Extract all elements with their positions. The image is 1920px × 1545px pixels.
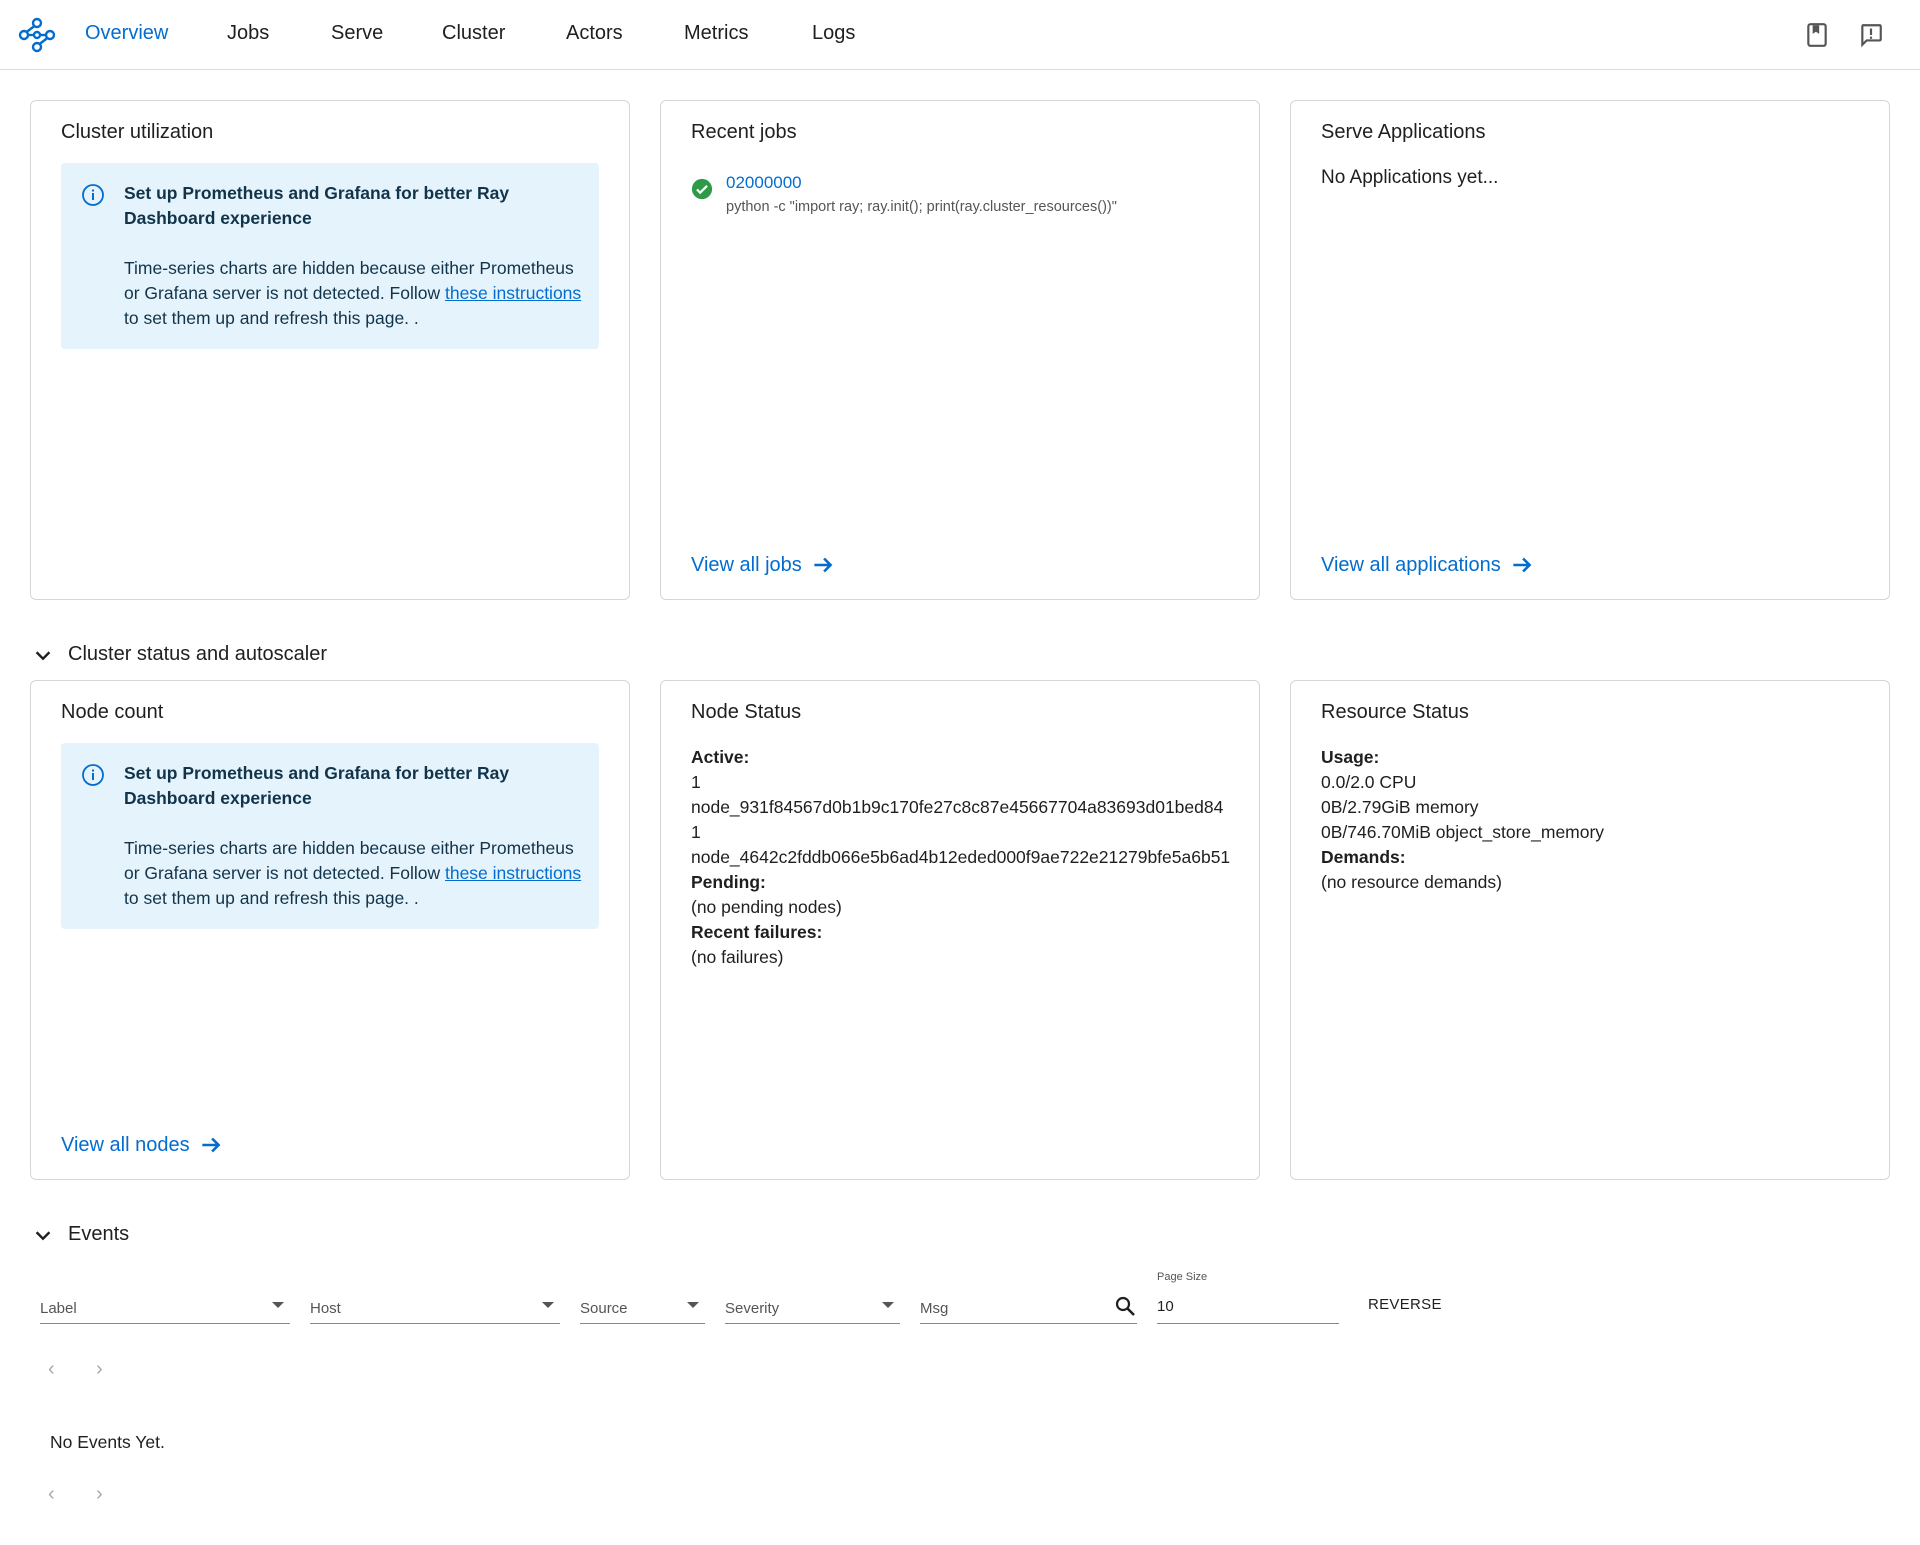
alert-text-end: to set them up and refresh this page. . [124, 308, 419, 328]
active-node-name: node_931f84567d0b1b9c170fe27c8c87e45667704a83693d01bed84 [691, 797, 1224, 817]
prev-page-icon[interactable]: ‹ [48, 1483, 55, 1505]
serve-applications-card [1290, 100, 1890, 600]
alert-body [124, 256, 584, 331]
nav-actors[interactable]: Actors [566, 22, 623, 44]
label-filter-placeholder: Label [40, 1300, 77, 1317]
dropdown-caret-icon [542, 1302, 554, 1308]
severity-filter-placeholder: Severity [725, 1300, 780, 1317]
info-icon [81, 183, 105, 207]
pagination-top [44, 1358, 124, 1382]
usage-cpu: 0.0/2.0 CPU [1321, 772, 1417, 792]
view-all-jobs-link[interactable] [691, 552, 836, 578]
resource-status-card [1290, 680, 1890, 1180]
host-filter-select[interactable] [310, 1290, 560, 1324]
arrow-right-icon [198, 1132, 224, 1158]
node-status-card [660, 680, 1260, 1180]
page-size-input[interactable] [1157, 1290, 1339, 1324]
page-size-value: 10 [1157, 1298, 1174, 1315]
feedback-icon[interactable] [1858, 22, 1884, 48]
card-title: Serve Applications [1321, 121, 1486, 143]
usage-label: Usage: [1321, 747, 1380, 767]
pagination-bottom [44, 1483, 124, 1507]
source-filter-select[interactable] [580, 1290, 705, 1324]
node-count-card [30, 680, 630, 1180]
search-icon[interactable] [1113, 1294, 1137, 1318]
host-filter-placeholder: Host [310, 1300, 341, 1317]
resource-status-details [1321, 745, 1861, 895]
docs-book-icon[interactable] [1804, 22, 1830, 48]
usage-object-store: 0B/746.70MiB object_store_memory [1321, 822, 1605, 842]
nav-overview[interactable]: Overview [85, 22, 169, 44]
active-node-count: 1 [691, 772, 701, 792]
label-filter-select[interactable] [40, 1290, 290, 1324]
ray-logo-icon[interactable] [18, 16, 56, 54]
next-page-icon[interactable]: › [96, 1358, 103, 1380]
info-icon [81, 763, 105, 787]
source-filter-placeholder: Source [580, 1300, 628, 1317]
card-title: Recent jobs [691, 121, 797, 143]
view-all-nodes-label: View all nodes [61, 1133, 190, 1156]
nav-serve[interactable]: Serve [331, 22, 384, 44]
msg-search-input[interactable] [920, 1290, 1137, 1324]
prev-page-icon[interactable]: ‹ [48, 1358, 55, 1380]
instructions-link[interactable]: these instructions [444, 863, 582, 883]
nav-jobs[interactable]: Jobs [227, 22, 270, 44]
node-status-details [691, 745, 1231, 970]
events-section-toggle[interactable] [32, 1223, 129, 1246]
dropdown-caret-icon [687, 1302, 699, 1308]
reverse-button[interactable]: REVERSE [1368, 1296, 1442, 1313]
alert-body [124, 836, 584, 911]
prometheus-alert [61, 743, 599, 929]
alert-title: Set up Prometheus and Grafana for better Ray Dashboard experience [124, 763, 510, 808]
active-node-count: 1 [691, 822, 701, 842]
card-title: Resource Status [1321, 701, 1469, 723]
nav-cluster[interactable]: Cluster [442, 22, 506, 44]
chevron-down-icon [32, 1224, 54, 1246]
dropdown-caret-icon [882, 1302, 894, 1308]
view-all-applications-label: View all applications [1321, 553, 1501, 576]
chevron-down-icon [32, 644, 54, 666]
page-size-label: Page Size [1157, 1271, 1208, 1283]
failures-value: (no failures) [691, 947, 784, 967]
failures-label: Recent failures: [691, 922, 823, 942]
pending-value: (no pending nodes) [691, 897, 842, 917]
no-applications-text: No Applications yet... [1321, 167, 1499, 188]
section-title: Cluster status and autoscaler [68, 643, 328, 665]
pending-label: Pending: [691, 872, 766, 892]
severity-filter-select[interactable] [725, 1290, 900, 1324]
view-all-applications-link[interactable] [1321, 552, 1535, 578]
cluster-utilization-card [30, 100, 630, 600]
view-all-jobs-label: View all jobs [691, 553, 802, 576]
demands-label: Demands: [1321, 847, 1406, 867]
recent-jobs-card [660, 100, 1260, 600]
next-page-icon[interactable]: › [96, 1483, 103, 1505]
card-title: Node Status [691, 701, 802, 723]
view-all-nodes-link[interactable] [61, 1132, 224, 1158]
usage-memory: 0B/2.79GiB memory [1321, 797, 1479, 817]
top-nav-bar [0, 0, 1920, 70]
section-title: Events [68, 1223, 130, 1245]
check-circle-icon [691, 178, 713, 200]
dropdown-caret-icon [272, 1302, 284, 1308]
demands-value: (no resource demands) [1321, 872, 1502, 892]
instructions-link[interactable]: these instructions [444, 283, 582, 303]
nav-logs[interactable]: Logs [812, 22, 856, 44]
arrow-right-icon [1509, 552, 1535, 578]
no-events-text: No Events Yet. [50, 1432, 165, 1452]
active-label: Active: [691, 747, 750, 767]
alert-title: Set up Prometheus and Grafana for better Ray Dashboard experience [124, 183, 510, 228]
prometheus-alert [61, 163, 599, 349]
job-command: python -c "import ray; ray.init(); print(ray.cluster_resources())" [726, 199, 1117, 215]
alert-text: Time-series charts are hidden because either Prometheus or Grafana server is not detected. Follow [124, 838, 574, 883]
job-id-link[interactable]: 02000000 [726, 173, 802, 192]
cluster-status-section-toggle[interactable] [32, 643, 327, 666]
active-node-name: node_4642c2fddb066e5b6ad4b12eded000f9ae722e21279bfe5a6b51 [691, 847, 1231, 867]
card-title: Cluster utilization [61, 121, 214, 143]
alert-text-end: to set them up and refresh this page. . [124, 888, 419, 908]
msg-search-placeholder: Msg [920, 1300, 949, 1317]
arrow-right-icon [810, 552, 836, 578]
alert-text: Time-series charts are hidden because either Prometheus or Grafana server is not detected. Follow [124, 258, 574, 303]
card-title: Node count [61, 701, 164, 723]
nav-metrics[interactable]: Metrics [684, 22, 749, 44]
